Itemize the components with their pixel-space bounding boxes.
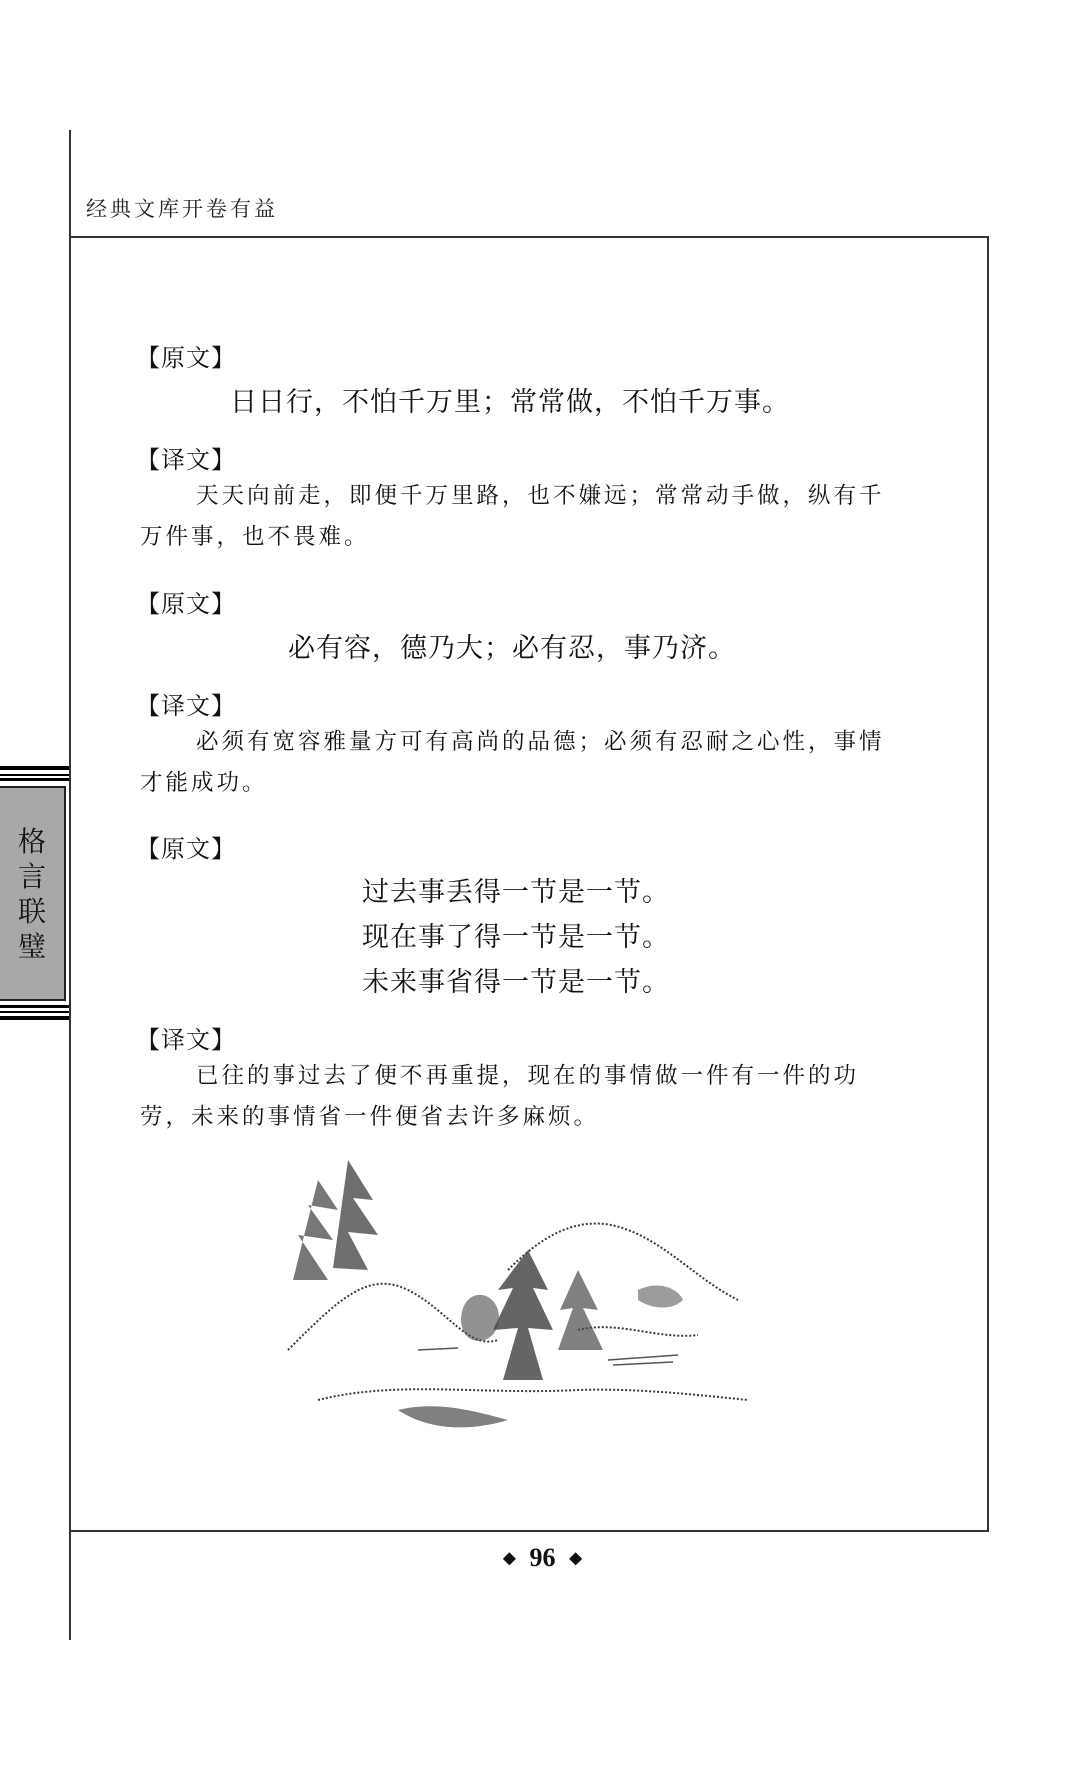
translation-paragraph: 已往的事过去了便不再重提，现在的事情做一件有一件的功劳，未来的事情省一件便省去许多麻烦。 [140,1063,860,1130]
tab-char: 璧 [17,929,46,963]
tab-rule-bottom [0,1005,69,1021]
tab-body [0,786,66,1001]
diamond-icon: ◆ [569,1550,582,1567]
diamond-icon: ◆ [503,1550,516,1567]
tab-char: 言 [17,859,46,893]
landscape-illustration-icon [278,1150,758,1450]
page-number-footer [0,1543,1085,1573]
tab-char: 联 [17,894,46,928]
original-verse-line: 过去事丢得一节是一节。 [362,877,670,908]
original-verse: 日日行，不怕千万里；常常做，不怕千万事。 [230,387,790,418]
tab-char: 格 [17,824,46,858]
section-label-translation: 【译文】 [136,446,236,474]
section-label-original: 【原文】 [136,344,236,372]
translation-paragraph: 天天向前走，即便千万里路，也不嫌远；常常动手做，纵有千万件事，也不畏难。 [140,483,885,550]
chapter-tab [0,766,69,1021]
section-label-original: 【原文】 [136,590,236,618]
section-label-translation: 【译文】 [136,1026,236,1054]
section-label-translation: 【译文】 [136,692,236,720]
tab-rule-top [0,766,69,782]
original-verse: 必有容，德乃大；必有忍，事乃济。 [288,633,736,664]
page-number: 96 [529,1543,556,1572]
section-label-original: 【原文】 [136,835,236,863]
original-verse-line: 未来事省得一节是一节。 [362,967,670,998]
translation-paragraph: 必须有宽容雅量方可有高尚的品德；必须有忍耐之心性，事情才能成功。 [140,729,885,796]
original-verse-line: 现在事了得一节是一节。 [362,922,670,953]
running-header: 经典文库开卷有益 [86,197,278,221]
